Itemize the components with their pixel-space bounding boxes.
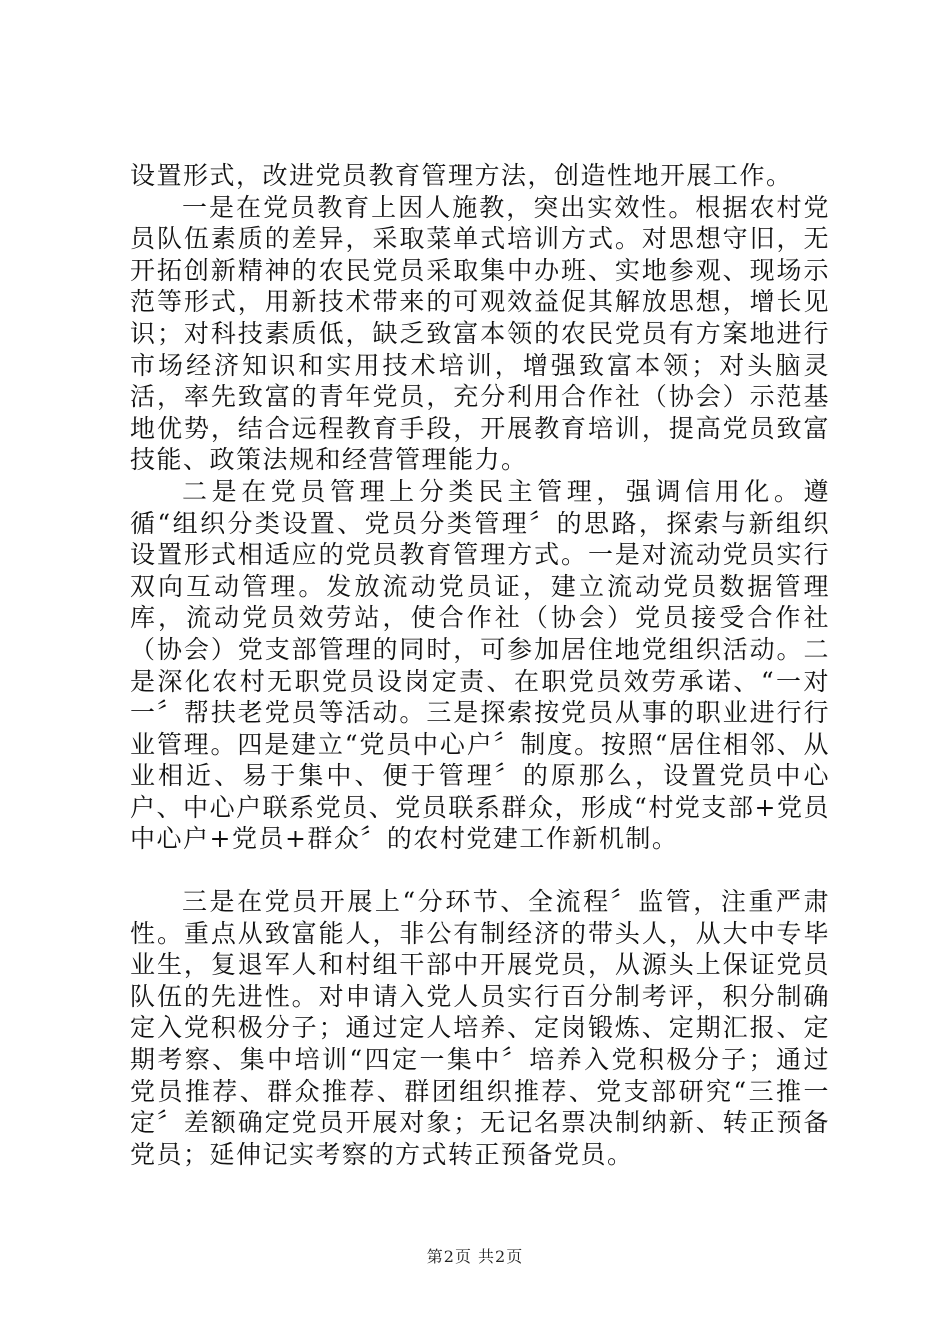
paragraph-education: 一是在党员教育上因人施教，突出实效性。根据农村党员队伍素质的差异，采取菜单式培训方式。对思想守旧，无开拓创新精神的农民党员采取集中办班、实地参观、现场示范等形式，用新技术带来的可观效益促其解放思想，增长见识；对科技素质低，缺乏致富本领的农民党员有方案地进行市场经济知识和实用技术培训，增强致富本领；对头脑灵活，率先致富的青年党员，充分利用合作社（协会）示范基地优势，结合远程教育手段，开展教育培训，提高党员致富技能、政策法规和经营管理能力。 (130, 192, 830, 475)
paragraph-development: 三是在党员开展上“分环节、全流程〞监管，注重严肃性。重点从致富能人，非公有制经济的带头人，从大中专毕业生，复退军人和村组干部中开展党员，从源头上保证党员队伍的先进性。对申请入党人员实行百分制考评，积分制确定入党积极分子；通过定人培养、定岗锻炼、定期汇报、定期考察、集中培训“四定一集中〞培养入党积极分子；通过党员推荐、群众推荐、群团组织推荐、党支部研究“三推一定〞差额确定党员开展对象；无记名票决制纳新、转正预备党员；延伸记实考察的方式转正预备党员。 (130, 887, 830, 1169)
paragraph-continuation: 设置形式，改进党员教育管理方法，创造性地开展工作。 (130, 161, 793, 190)
page-number-label: 第2页 共2页 (426, 1247, 524, 1266)
page-footer (0, 1244, 950, 1267)
document-body (130, 160, 830, 1170)
paragraph-management: 二是在党员管理上分类民主管理，强调信用化。遵循“组织分类设置、党员分类管理〞的思路，探索与新组织设置形式相适应的党员教育管理方式。一是对流动党员实行双向互动管理。发放流动党员证，建立流动党员数据管理库，流动党员效劳站，使合作社（协会）党员接受合作社（协会）党支部管理的同时，可参加居住地党组织活动。二是深化农村无职党员设岗定责、在职党员效劳承诺、“一对一〞帮扶老党员等活动。三是探索按党员从事的职业进行行业管理。四是建立“党员中心户〞制度。按照“居住相邻、从业相近、易于集中、便于管理〞的原那么，设置党员中心户、中心户联系党员、党员联系群众，形成“村党支部+党员中心户+党员+群众〞的农村党建工作新机制。 (130, 476, 830, 854)
